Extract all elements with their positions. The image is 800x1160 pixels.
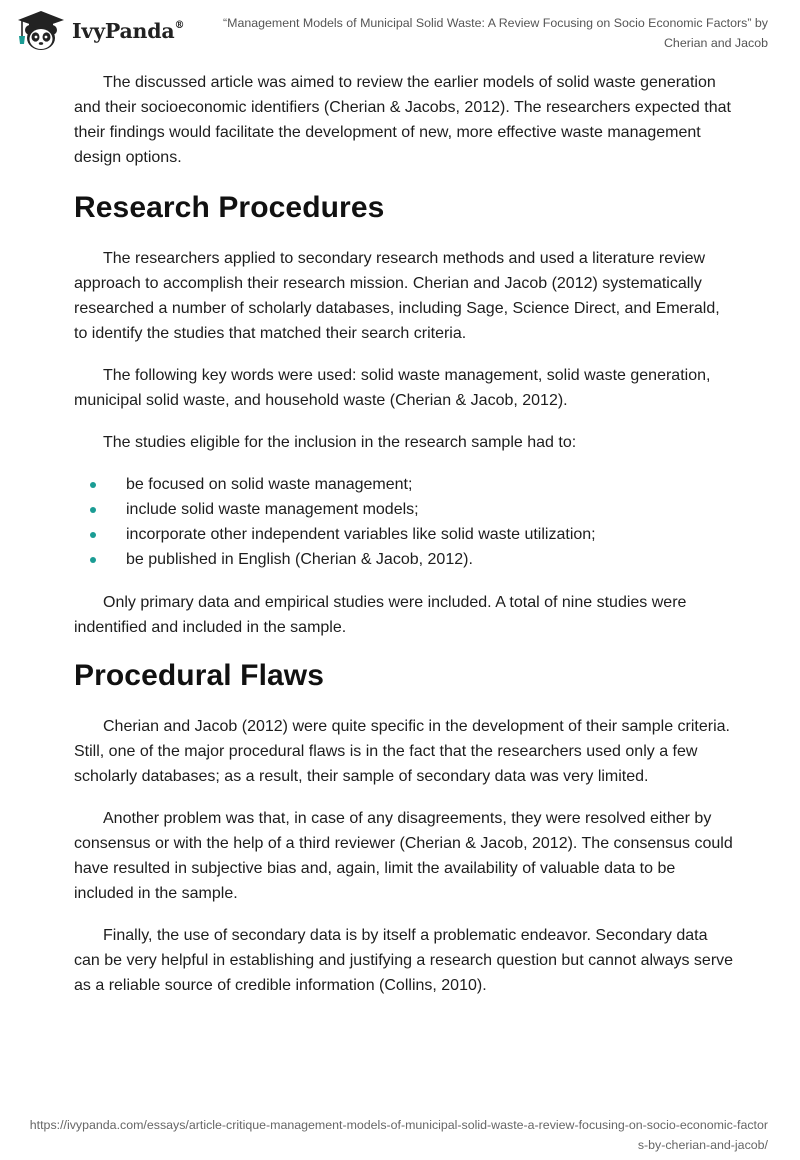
bullet-icon — [90, 532, 96, 538]
paragraph: The researchers applied to secondary research methods and used a literature review approach to accomplish their research mission. Cherian and Jacob (2012) systematically researched a number of scholarly databases, including Sage, Science Direct, and Emerald, to identify the studies that matched their search criteria. — [74, 250, 720, 342]
panda-graduate-icon — [14, 8, 68, 52]
paragraph: Cherian and Jacob (2012) were quite specific in the development of their sample criteria. Still, one of the major procedural flaws is in the fact that the researchers used only a few scholarly databases; as a result, their sample of secondary data was very limited. — [74, 718, 730, 785]
bullet-icon — [90, 507, 96, 513]
bullet-icon — [90, 557, 96, 563]
ivypanda-logo[interactable] — [14, 8, 194, 52]
paragraph: Another problem was that, in case of any disagreements, they were resolved either by consensus or with the help of a third reviewer (Cherian & Jacob, 2012). The consensus could have resulted in subjective bias and, again, limit the availability of valuable data to be included in the sample. — [74, 810, 733, 902]
section-heading-research-procedures: Research Procedures — [74, 191, 385, 224]
paragraph: Finally, the use of secondary data is by itself a problematic endeavor. Secondary data can be very helpful in establishing and justifying a research question but cannot always serve as a reliable source of credible information (Collins, 2010). — [74, 927, 734, 994]
article-body — [74, 70, 734, 1015]
paragraph: The following key words were used: solid waste management, solid waste generation, municipal solid waste, and household waste (Cherian & Jacob, 2012). — [74, 367, 711, 409]
paragraph: Only primary data and empirical studies were included. A total of nine studies were indentified and included in the sample. — [74, 594, 687, 636]
document-title: “Management Models of Municipal Solid Waste: A Review Focusing on Socio Economic Factors” by Cherian and Jacob — [223, 16, 768, 50]
section-heading-procedural-flaws: Procedural Flaws — [74, 659, 325, 692]
list-item: incorporate other independent variables like solid waste utilization; — [74, 522, 734, 547]
page-header — [0, 0, 800, 60]
paragraph: The studies eligible for the inclusion in the research sample had to: — [103, 434, 577, 451]
intro-paragraph: The discussed article was aimed to review the earlier models of solid waste generation and their socioeconomic identifiers (Cherian & Jacobs, 2012). The researchers expected that their findings would facilitate the development of new, more effective waste management design options. — [74, 74, 731, 166]
list-item: be focused on solid waste management; — [74, 472, 734, 497]
criteria-list — [74, 472, 734, 572]
list-item: include solid waste management models; — [74, 497, 734, 522]
list-item: be published in English (Cherian & Jacob, 2012). — [74, 547, 734, 572]
bullet-icon — [90, 482, 96, 488]
source-url-link[interactable]: https://ivypanda.com/essays/article-critique-management-models-of-municipal-solid-waste-a-review-focusing-on-socio-economic-factors-by-cherian-and-jacob/ — [29, 1118, 768, 1152]
logo-wordmark: IvyPanda® — [72, 19, 185, 43]
